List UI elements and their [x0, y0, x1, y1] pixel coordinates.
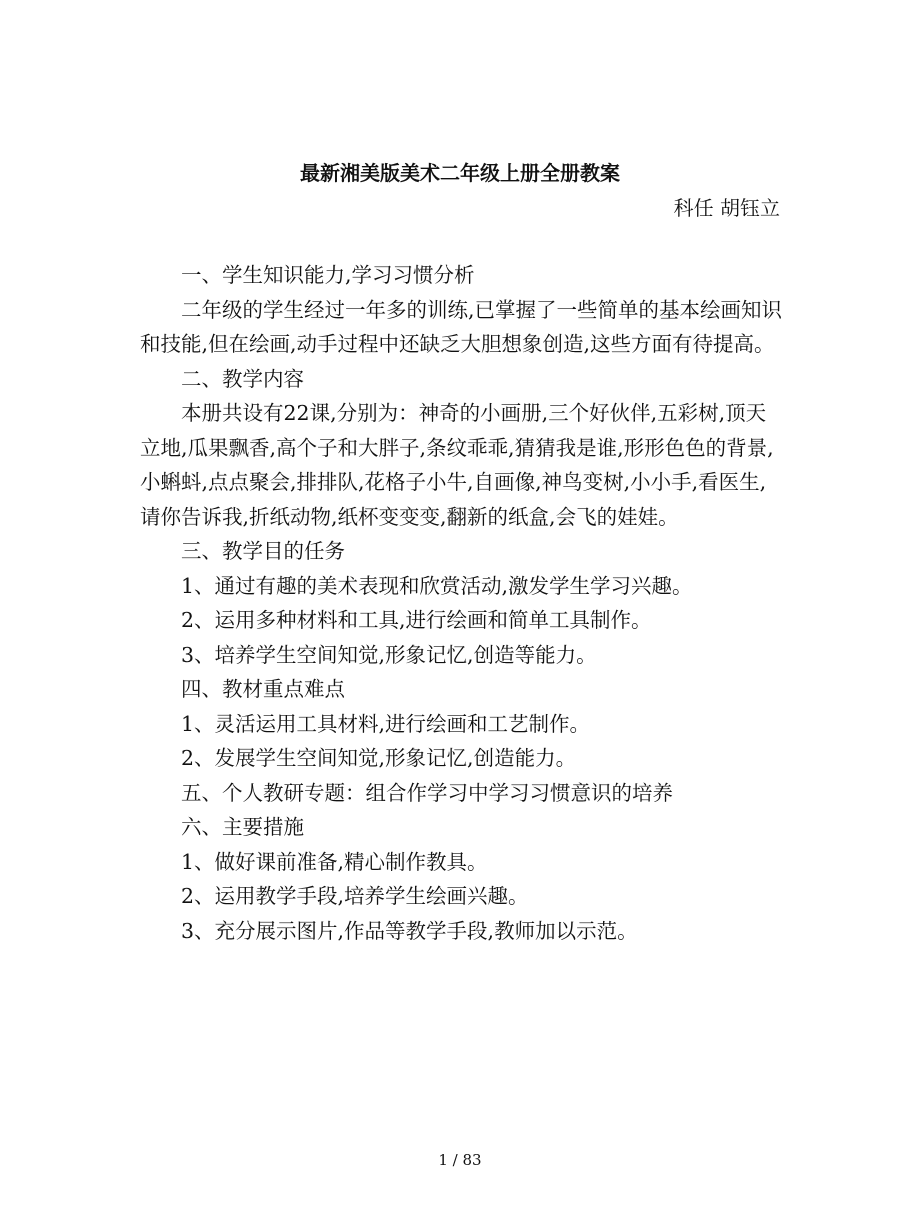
document-body — [140, 258, 782, 948]
section-heading-content: 二、教学内容 — [181, 366, 304, 391]
page-number: 1 / 83 — [438, 1151, 482, 1169]
key-point-item: 1、灵活运用工具材料,进行绘画和工艺制作。 — [181, 711, 591, 736]
paragraph-content: 本册共设有22课,分别为：神奇的小画册,三个好伙伴,五彩树,顶天立地,瓜果飘香,高个子和大胖子,条纹乖乖,猜猜我是谁,形形色色的背景,小蝌蚪,点点聚会,排排队,花格子小牛,自画像,神鸟变树,小小手,看医生,请你告诉我,折纸动物,纸杯变变变,翻新的纸盒,会飞的娃娃。 — [140, 401, 774, 529]
measure-item: 3、充分展示图片,作品等教学手段,教师加以示范。 — [181, 918, 638, 943]
goal-item: 2、运用多种材料和工具,进行绘画和简单工具制作。 — [181, 608, 652, 632]
section-heading-analysis: 一、学生知识能力,学习习惯分析 — [181, 263, 475, 287]
section-heading-measures: 六、主要措施 — [181, 815, 304, 839]
measure-item: 1、做好课前准备,精心制作教具。 — [181, 849, 488, 874]
section-heading-research-topic: 五、个人教研专题：组合作学习中学习习惯意识的培养 — [181, 780, 673, 805]
key-point-item: 2、发展学生空间知觉,形象记忆,创造能力。 — [181, 746, 577, 770]
section-heading-goals: 三、教学目的任务 — [181, 539, 345, 563]
measure-item: 2、运用教学手段,培养学生绘画兴趣。 — [181, 884, 529, 908]
goal-item: 1、通过有趣的美术表现和欣赏活动,激发学生学习兴趣。 — [181, 573, 693, 598]
document-title: 最新湘美版美术二年级上册全册教案 — [300, 161, 620, 185]
author-line: 科任 胡钰立 — [673, 196, 780, 220]
section-heading-key-points: 四、教材重点难点 — [181, 677, 345, 701]
paragraph-analysis: 二年级的学生经过一年多的训练,已掌握了一些简单的基本绘画知识和技能,但在绘画,动手过程中还缺乏大胆想象创造,这些方面有待提高。 — [140, 297, 783, 356]
goal-item: 3、培养学生空间知觉,形象记忆,创造等能力。 — [181, 642, 597, 667]
